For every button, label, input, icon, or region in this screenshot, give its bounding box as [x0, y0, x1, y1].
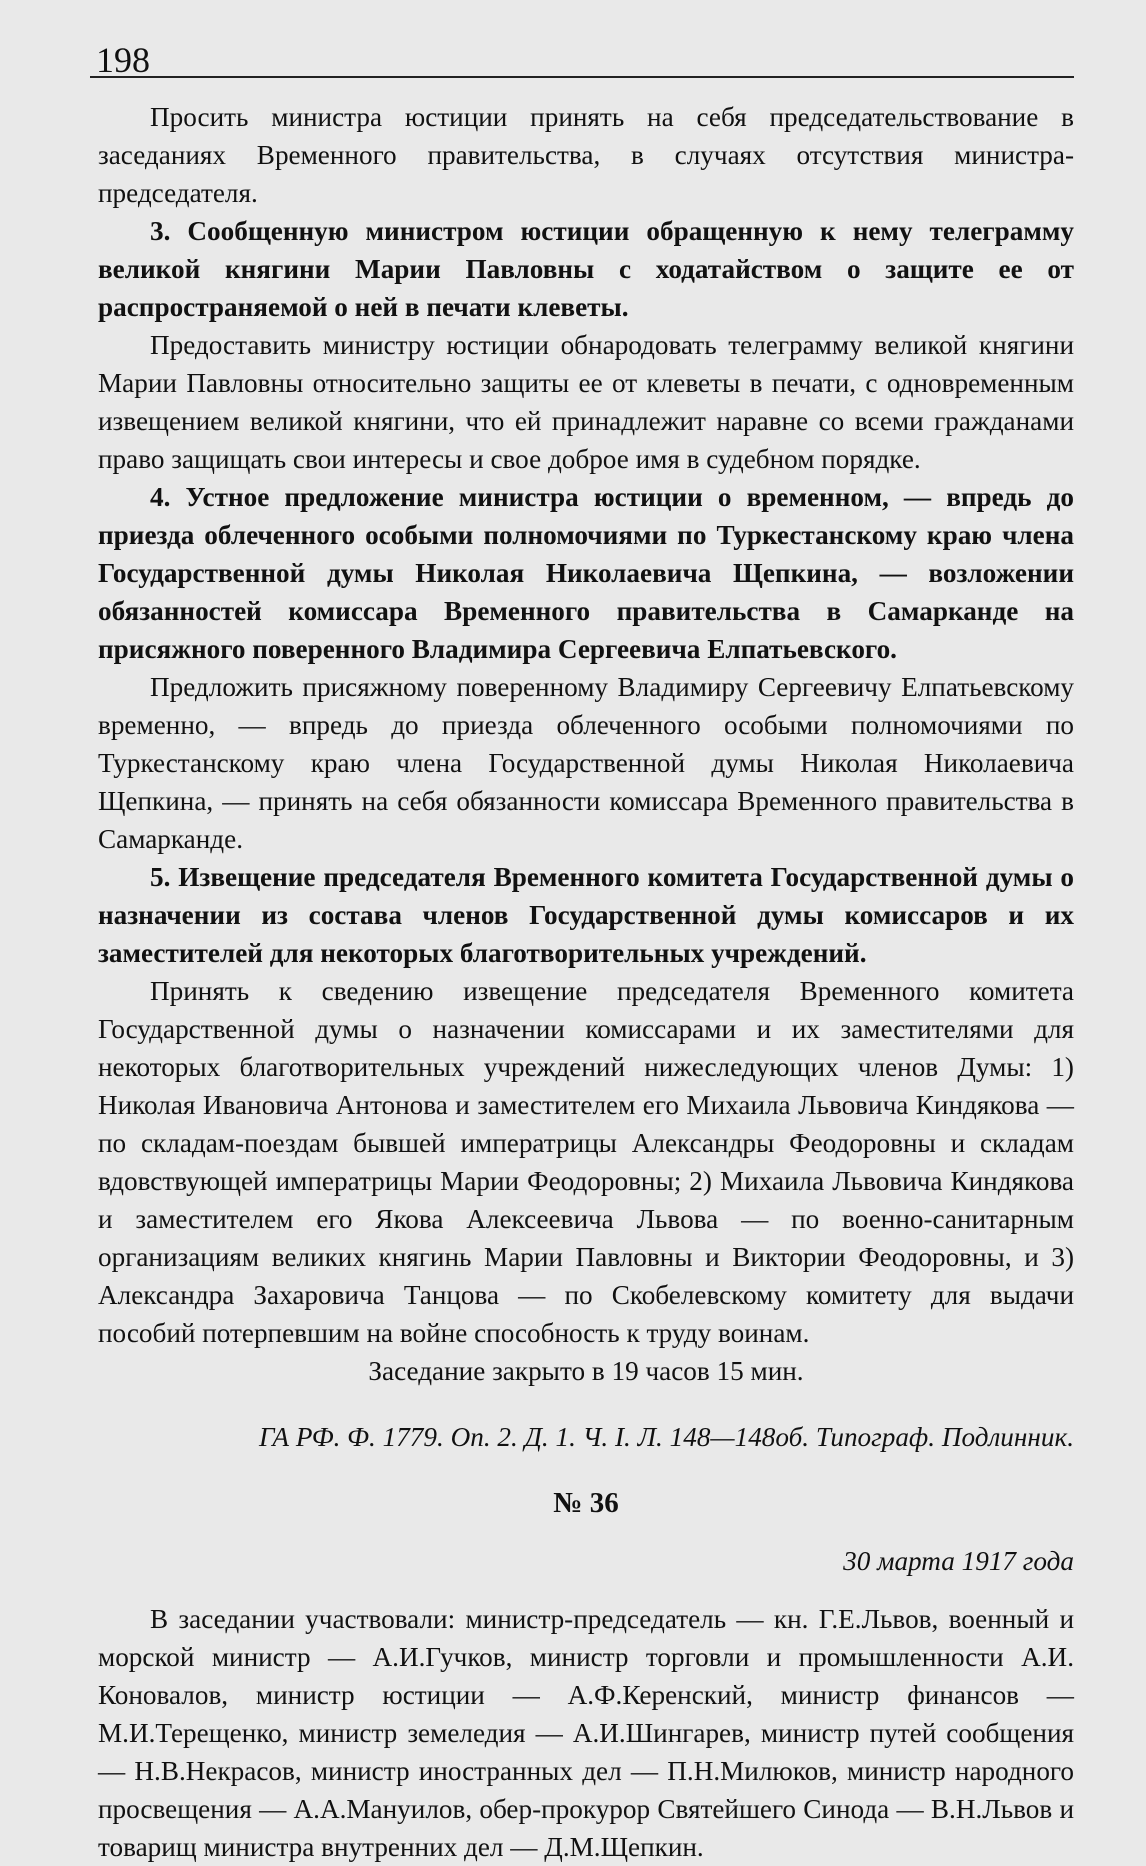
- item-4-heading: 4. Устное предложение министра юстиции о временном, — впредь до приезда облеченного особыми полномочиями по Туркестанскому краю члена Государственной думы Николая Николаевича Щепкина, — возложении обязанностей комиссара Временного правительства в Самарканде на присяжного поверенного Владимира Сергеевича Елпатьевского.: [98, 482, 1074, 664]
- item-3-heading: 3. Сообщенную министром юстиции обращенную к нему телеграмму великой княгини Марии Павловны с ходатайством о защите ее от распространяемой о ней в печати клеветы.: [98, 216, 1074, 322]
- spacer: [98, 1456, 1074, 1484]
- item-4-resolution: Предложить присяжному поверенному Владимиру Сергеевичу Елпатьевскому временно, — впредь до приезда облеченного особыми полномочиями по Туркестанскому краю члена Государственной думы Николая Николаевича Щепкина, — принять на себя обязанности комиссара Временного правительства в Самарканде.: [98, 672, 1074, 854]
- paragraph-chairmanship: Просить министра юстиции принять на себя председательствование в заседаниях Временного правительства, в случаях отсутствия министра-председателя.: [98, 102, 1074, 208]
- item-3-resolution: Предоставить министру юстиции обнародовать телеграмму великой княгини Марии Павловны относительно защиты ее от клеветы в печати, с одновременным извещением великой княгини, что ей принадлежит наравне со всеми гражданами право защищать свои интересы и свое доброе имя в судебном порядке.: [98, 330, 1074, 474]
- document-number: № 36: [553, 1487, 619, 1519]
- document-date: 30 марта 1917 года: [843, 1546, 1074, 1576]
- page-number: 198: [96, 40, 150, 80]
- item-5-resolution: Принять к сведению извещение председателя Временного комитета Государственной думы о назначении комиссарами и их заместителями для некоторых благотворительных учреждений нижеследующих членов Думы: 1) Николая Ивановича Антонова и заместителем его Михаила Львовича Киндякова — по складам-поездам бывшей императрицы Александры Феодоровны и складам вдовствующей императрицы Марии Феодоровны; 2) Михаила Львовича Киндякова и заместителем его Якова Алексеевича Львова — по военно-санитарным организациям великих княгинь Марии Павловны и Виктории Феодоровны, и 3) Александра Захаровича Танцова — по Скобелевскому комитету для выдачи пособий потерпевшим на войне способность к труду воинам.: [98, 976, 1074, 1348]
- archive-reference: ГА РФ. Ф. 1779. Оп. 2. Д. 1. Ч. I. Л. 148—148об. Типограф. Подлинник.: [259, 1422, 1074, 1452]
- item-5-heading: 5. Извещение председателя Временного комитета Государственной думы о назначении из состава членов Государственной думы комиссаров и их заместителей для некоторых благотворительных учреждений.: [98, 862, 1074, 968]
- page-body: [98, 98, 1074, 1866]
- header-rule: [90, 76, 1074, 78]
- spacer: [98, 1580, 1074, 1600]
- spacer: [98, 1522, 1074, 1542]
- spacer: [98, 1390, 1074, 1418]
- session-closed-note: Заседание закрыто в 19 часов 15 мин.: [368, 1356, 804, 1386]
- participants-list: В заседании участвовали: министр-председатель — кн. Г.Е.Львов, военный и морской министр — А.И.Гучков, министр торговли и промышленности А.И. Коновалов, министр юстиции — А.Ф.Керенский, министр финансов — М.И.Терещенко, министр земеледия — А.И.Шингарев, министр путей сообщения — Н.В.Некрасов, министр иностранных дел — П.Н.Милюков, министр народного просвещения — А.А.Мануилов, обер-прокурор Святейшего Синода — В.Н.Львов и товарищ министра внутренних дел — Д.М.Щепкин.: [98, 1604, 1074, 1862]
